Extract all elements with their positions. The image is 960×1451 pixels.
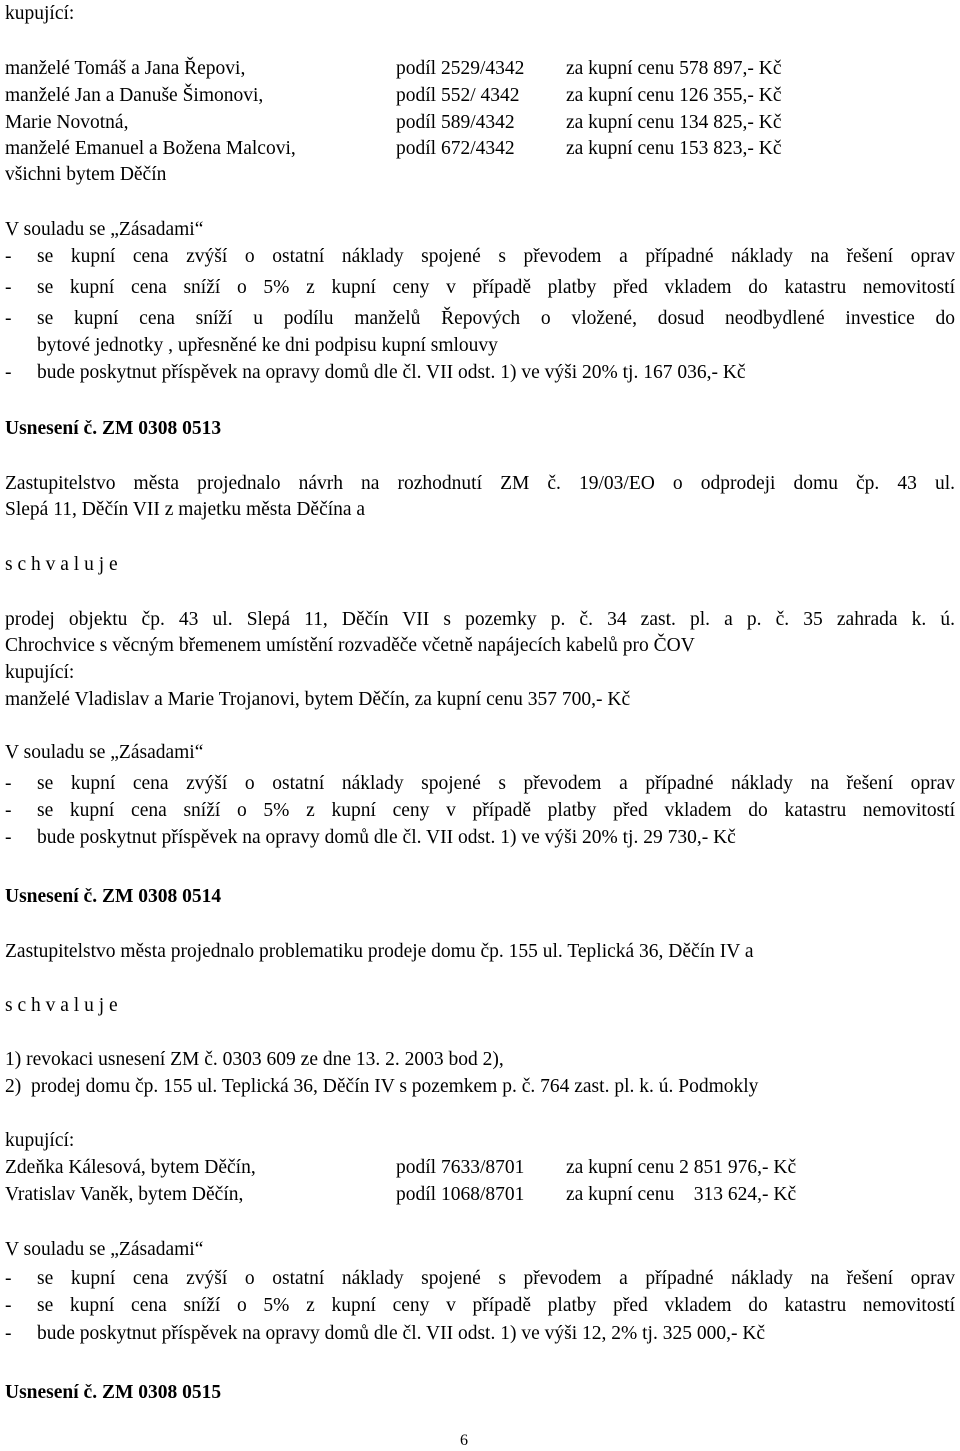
buyer-name: manželé Emanuel a Božena Malcovi, xyxy=(5,138,296,159)
buyer-price: za kupní cenu 126 355,- Kč xyxy=(566,85,782,106)
buyer-name: Zdeňka Kálesová, bytem Děčín, xyxy=(5,1157,256,1178)
buyer-name: Vratislav Vaněk, bytem Děčín, xyxy=(5,1184,244,1205)
resolution-title: Usnesení č. ZM 0308 0513 xyxy=(5,418,222,439)
list-dash: - xyxy=(5,827,12,848)
buyer-price: za kupní cenu 313 624,- Kč xyxy=(566,1184,797,1205)
buyer-share: podíl 589/4342 xyxy=(396,112,515,133)
sale-description: Chrochvice s věcným břemenem umístění rozvaděče včetně napájecích kabelů pro ČOV xyxy=(5,635,695,656)
buyer-share: podíl 7633/8701 xyxy=(396,1157,525,1178)
condition-item: se kupní cena sníží o 5% z kupní ceny v případě platby před vkladem do katastru nemovitostí xyxy=(37,277,955,298)
approved-point: 1) revokaci usnesení ZM č. 0303 609 ze dne 13. 2. 2003 bod 2), xyxy=(5,1049,504,1070)
buyer-residence: všichni bytem Děčín xyxy=(5,164,167,185)
condition-item: bude poskytnut příspěvek na opravy domů dle čl. VII odst. 1) ve výši 20% tj. 29 730,- Kč xyxy=(37,827,736,848)
resolution-intro: Zastupitelstvo města projednalo problematiku prodeje domu čp. 155 ul. Teplická 36, Děčín IV a xyxy=(5,941,754,962)
list-dash: - xyxy=(5,1268,12,1289)
list-dash: - xyxy=(5,1323,12,1344)
buyer-name: manželé Jan a Danuše Šimonovi, xyxy=(5,85,264,106)
approves-label: s c h v a l u j e xyxy=(5,554,118,575)
buyer-share: podíl 552/ 4342 xyxy=(396,85,520,106)
buyer-price: za kupní cenu 134 825,- Kč xyxy=(566,112,782,133)
resolution-title: Usnesení č. ZM 0308 0515 xyxy=(5,1382,222,1403)
principles-heading: V souladu se „Zásadami“ xyxy=(5,1239,204,1260)
buyer-name: manželé Tomáš a Jana Řepovi, xyxy=(5,58,246,79)
buyer-label: kupující: xyxy=(5,1130,75,1151)
condition-item: se kupní cena sníží o 5% z kupní ceny v případě platby před vkladem do katastru nemovitostí xyxy=(37,800,955,821)
condition-item: bude poskytnut příspěvek na opravy domů dle čl. VII odst. 1) ve výši 20% tj. 167 036,- Kč xyxy=(37,362,746,383)
list-dash: - xyxy=(5,773,12,794)
resolution-intro: Zastupitelstvo města projednalo návrh na rozhodnutí ZM č. 19/03/EO o odprodeji domu čp. 43 ul. xyxy=(5,473,955,494)
list-dash: - xyxy=(5,308,12,329)
condition-item: se kupní cena zvýší o ostatní náklady spojené s převodem a případné náklady na řešení oprav xyxy=(37,773,955,794)
sale-description: prodej objektu čp. 43 ul. Slepá 11, Děčín VII s pozemky p. č. 34 zast. pl. a p. č. 35 zahrada k. ú. xyxy=(5,609,955,630)
list-dash: - xyxy=(5,246,12,267)
list-dash: - xyxy=(5,800,12,821)
buyer-share: podíl 1068/8701 xyxy=(396,1184,525,1205)
buyer-line: manželé Vladislav a Marie Trojanovi, bytem Děčín, za kupní cenu 357 700,- Kč xyxy=(5,689,631,710)
condition-item: bude poskytnut příspěvek na opravy domů dle čl. VII odst. 1) ve výši 12, 2% tj. 325 000,- Kč xyxy=(37,1323,766,1344)
resolution-intro: Slepá 11, Děčín VII z majetku města Děčína a xyxy=(5,499,366,520)
list-dash: - xyxy=(5,362,12,383)
condition-item: se kupní cena zvýší o ostatní náklady spojené s převodem a případné náklady na řešení oprav xyxy=(37,246,955,267)
principles-heading: V souladu se „Zásadami“ xyxy=(5,219,204,240)
page-number: 6 xyxy=(460,1432,468,1449)
buyer-label: kupující: xyxy=(5,3,75,24)
condition-item-continuation: bytové jednotky , upřesněné ke dni podpisu kupní smlouvy xyxy=(37,335,498,356)
list-dash: - xyxy=(5,1295,12,1316)
buyer-label: kupující: xyxy=(5,662,75,683)
approves-label: s c h v a l u j e xyxy=(5,995,118,1016)
buyer-price: za kupní cenu 153 823,- Kč xyxy=(566,138,782,159)
principles-heading: V souladu se „Zásadami“ xyxy=(5,742,204,763)
condition-item: se kupní cena sníží o 5% z kupní ceny v případě platby před vkladem do katastru nemovitostí xyxy=(37,1295,955,1316)
list-dash: - xyxy=(5,277,12,298)
approved-point: 2) prodej domu čp. 155 ul. Teplická 36, Děčín IV s pozemkem p. č. 764 zast. pl. k. ú. Podmokly xyxy=(5,1076,759,1097)
buyer-price: za kupní cenu 2 851 976,- Kč xyxy=(566,1157,797,1178)
buyer-share: podíl 2529/4342 xyxy=(396,58,525,79)
resolution-title: Usnesení č. ZM 0308 0514 xyxy=(5,886,222,907)
buyer-share: podíl 672/4342 xyxy=(396,138,515,159)
buyer-name: Marie Novotná, xyxy=(5,112,129,133)
condition-item: se kupní cena zvýší o ostatní náklady spojené s převodem a případné náklady na řešení oprav xyxy=(37,1268,955,1289)
condition-item: se kupní cena sníží u podílu manželů Řepových o vložené, dosud neodbydlené investice do xyxy=(37,308,955,329)
buyer-price: za kupní cenu 578 897,- Kč xyxy=(566,58,782,79)
